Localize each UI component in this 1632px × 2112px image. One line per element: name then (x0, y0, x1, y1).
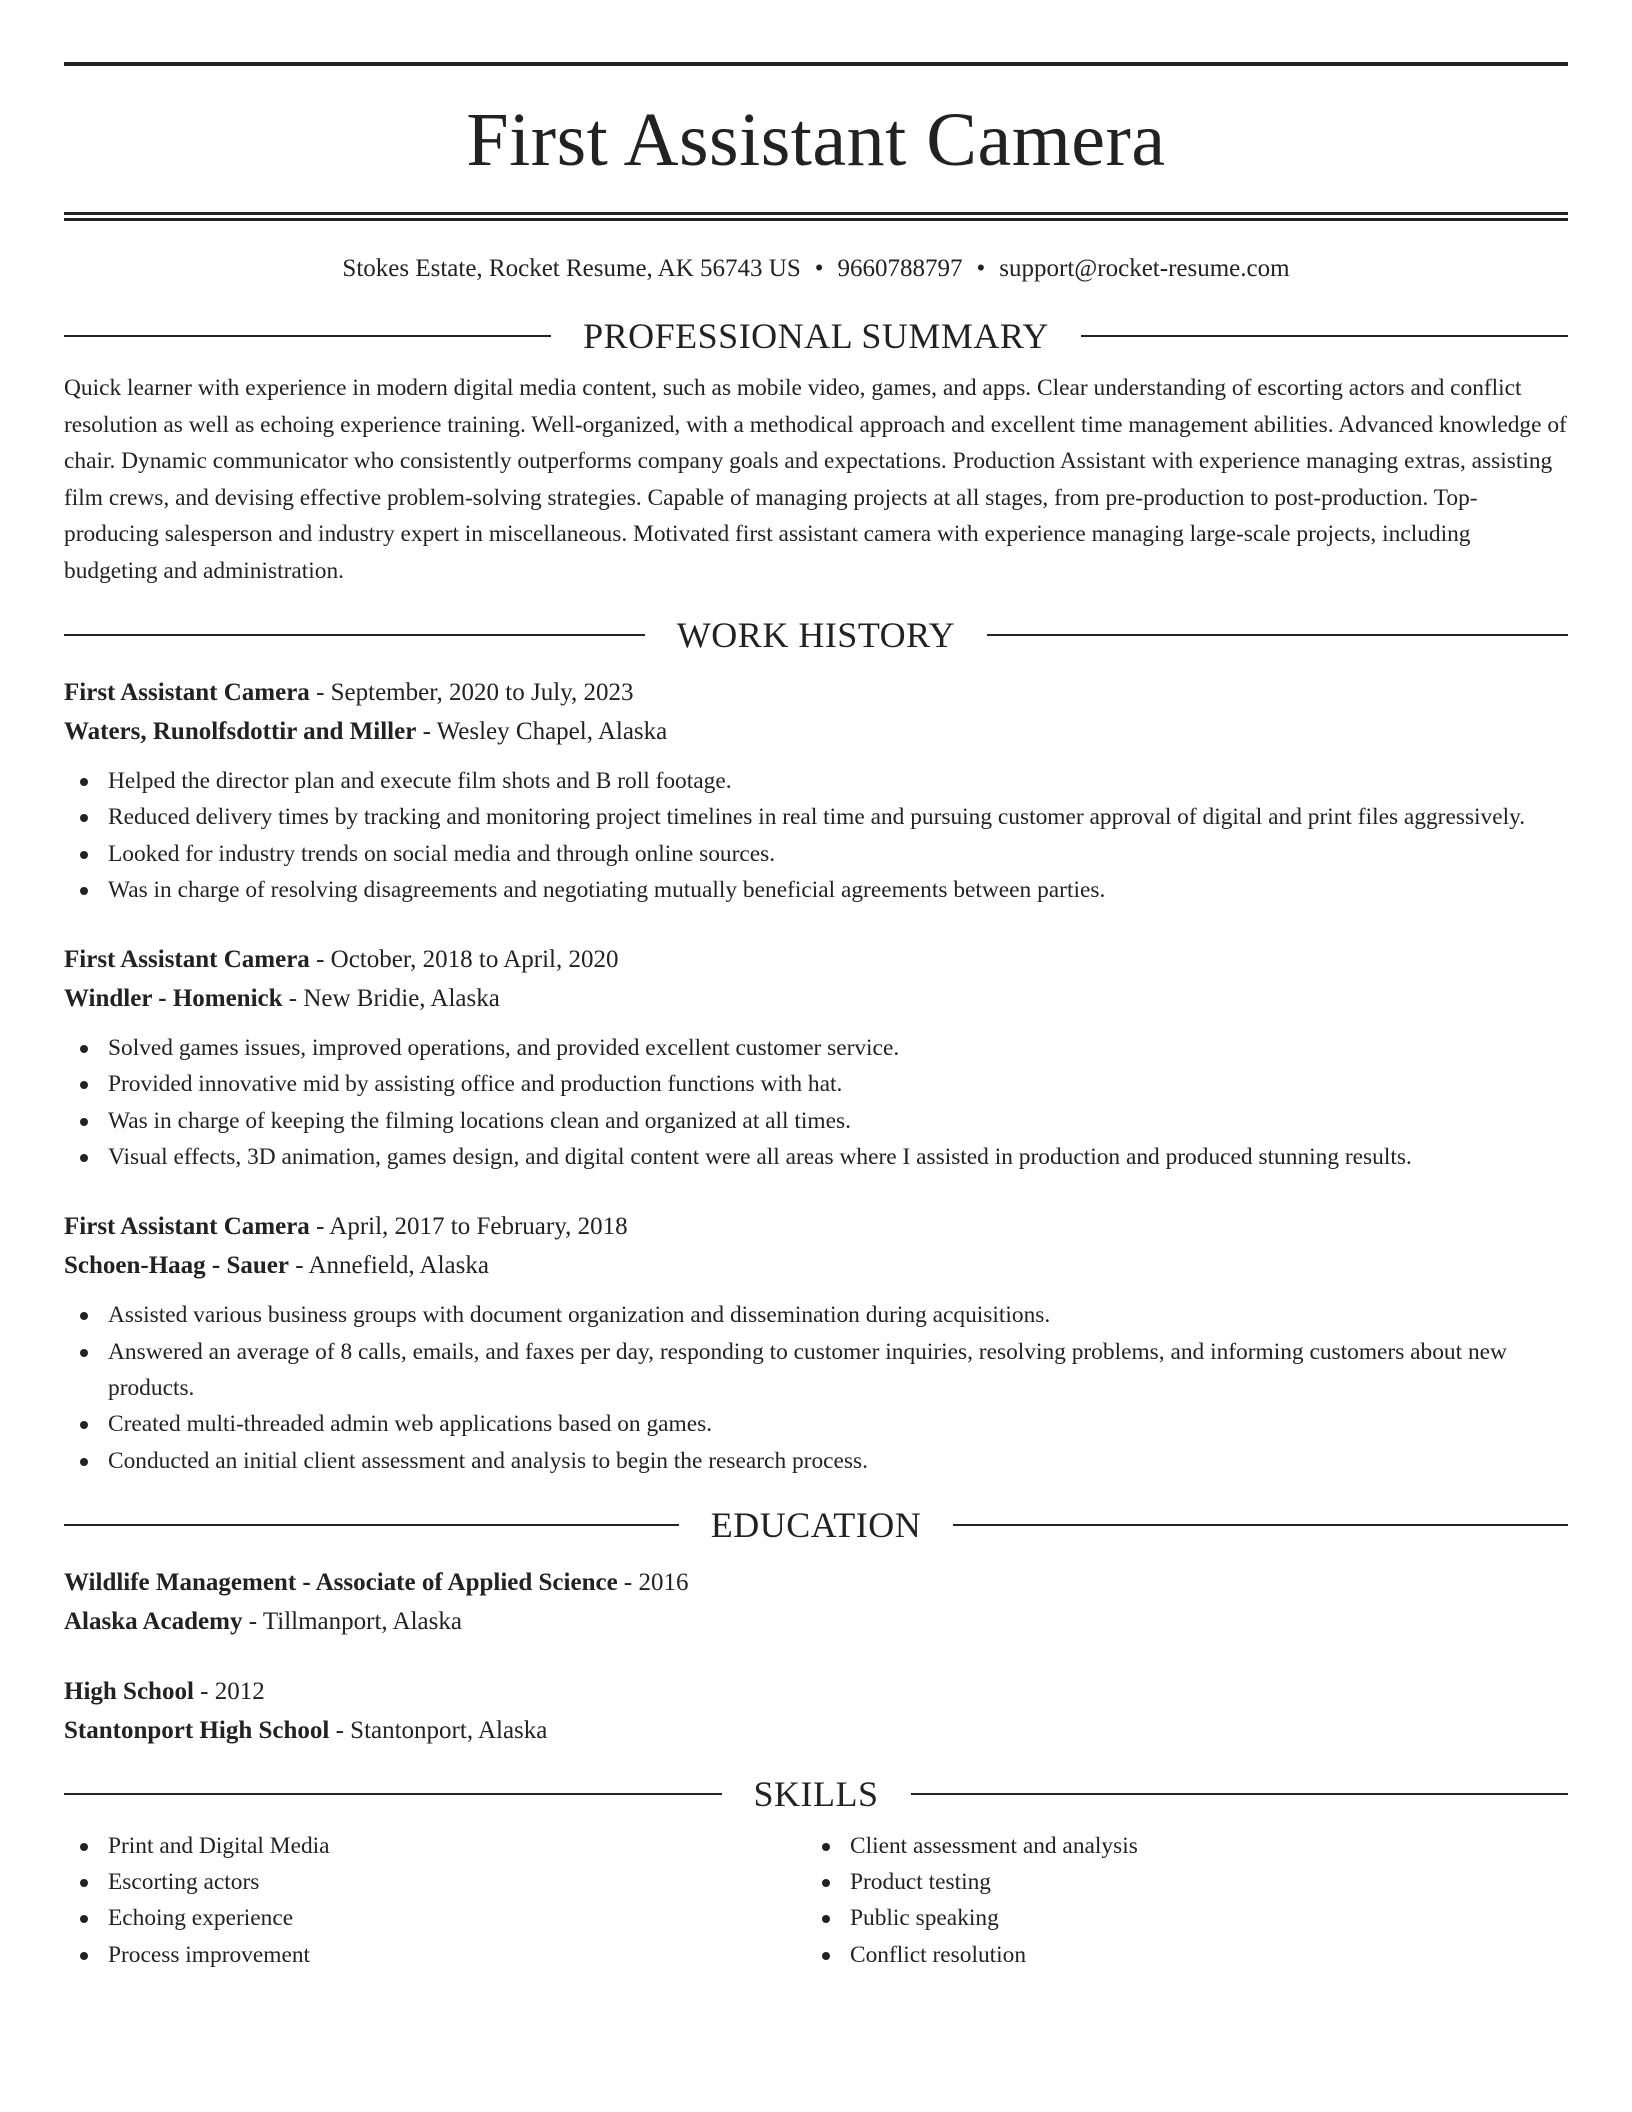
section-heading-work (64, 615, 1568, 655)
job-company: Waters, Runolfsdottir and Miller (64, 718, 417, 745)
education-school: Stantonport High School (64, 1716, 330, 1744)
skills-list (64, 1828, 1568, 1973)
job-entry (64, 673, 1568, 908)
list-item: Product testing (806, 1864, 1548, 1900)
list-item: Echoing experience (64, 1900, 806, 1936)
section-heading-label: EDUCATION (710, 1504, 922, 1545)
list-item: Created multi-threaded admin web applications based on games. (64, 1406, 1568, 1442)
job-dates: - September, 2020 to July, 2023 (309, 679, 634, 706)
education-degree-line (64, 1672, 1568, 1711)
skills-column-left (64, 1828, 806, 1973)
top-rule (64, 62, 1568, 66)
list-item: Escorting actors (64, 1864, 806, 1900)
education-location: - Stantonport, Alaska (329, 1716, 548, 1744)
section-heading-label: SKILLS (753, 1773, 879, 1814)
job-title-line (64, 673, 1568, 712)
education-school-line (64, 1711, 1568, 1750)
list-item: Conflict resolution (806, 1937, 1548, 1973)
summary-text: Quick learner with experience in modern digital media content, such as mobile video, games, and apps. Clear understanding of escorting actors and conflict resolution as well as echoing experience training. Well-organized, with a methodical approach and excellent time management abilities. Advanced knowledge of chair. Dynamic communicator who consistently outperforms company goals and expectations. Production Assistant with experience managing extras, assisting film crews, and devising effective problem-solving strategies. Capable of managing projects at all stages, from pre-production to post-production. Top-producing salesperson and industry expert in miscellaneous. Motivated first assistant camera with experience managing large-scale projects, including budgeting and administration. (64, 375, 1567, 584)
job-entry (64, 1207, 1568, 1478)
list-item: Print and Digital Media (64, 1828, 806, 1864)
job-bullets (64, 1030, 1568, 1175)
list-item: Looked for industry trends on social media and through online sources. (64, 836, 1568, 872)
education-school-line (64, 1602, 1568, 1641)
contact-separator: • (814, 255, 824, 282)
list-item: Answered an average of 8 calls, emails, and faxes per day, responding to customer inquiries, resolving problems, and informing customers about new products. (64, 1334, 1568, 1407)
list-item: Provided innovative mid by assisting office and production functions with hat. (64, 1066, 1568, 1102)
heading-rule (64, 634, 645, 636)
job-title-line (64, 1207, 1568, 1246)
list-item: Assisted various business groups with document organization and dissemination during acquisitions. (64, 1297, 1568, 1333)
contact-separator: • (976, 255, 986, 282)
contact-phone: 9660788797 (837, 255, 963, 282)
resume-title: First Assistant Camera (466, 98, 1166, 182)
heading-rule (64, 335, 551, 337)
section-heading-education (64, 1505, 1568, 1545)
heading-rule (953, 1524, 1568, 1526)
list-item: Conducted an initial client assessment and analysis to begin the research process. (64, 1443, 1568, 1479)
list-item: Client assessment and analysis (806, 1828, 1548, 1864)
heading-rule (64, 1793, 722, 1795)
job-bullets (64, 1297, 1568, 1478)
education-entry (64, 1672, 1568, 1750)
job-company-line (64, 1246, 1568, 1285)
education-school: Alaska Academy (64, 1607, 243, 1635)
job-entry (64, 940, 1568, 1175)
job-location: - Wesley Chapel, Alaska (416, 718, 668, 745)
job-title-line (64, 940, 1568, 979)
skills-column-right (806, 1828, 1548, 1973)
list-item: Solved games issues, improved operations, and provided excellent customer service. (64, 1030, 1568, 1066)
job-dates: - October, 2018 to April, 2020 (309, 946, 619, 974)
education-degree: High School (64, 1677, 194, 1705)
list-item: Visual effects, 3D animation, games design, and digital content were all areas where I assisted in production and produced stunning results. (64, 1139, 1568, 1175)
job-company-line (64, 712, 1568, 751)
contact-line (64, 254, 1568, 284)
education-entry (64, 1563, 1568, 1641)
job-company: Schoen-Haag - Sauer (64, 1252, 289, 1280)
list-item: Public speaking (806, 1900, 1548, 1936)
job-title: First Assistant Camera (64, 1213, 310, 1241)
job-bullets (64, 763, 1568, 908)
education-location: - Tillmanport, Alaska (242, 1607, 462, 1635)
job-title: First Assistant Camera (64, 679, 310, 706)
title-double-rule (64, 212, 1568, 221)
contact-address: Stokes Estate, Rocket Resume, AK 56743 US (342, 255, 801, 282)
resume-page (64, 62, 1568, 1973)
job-company: Windler - Homenick (64, 985, 283, 1013)
list-item: Was in charge of keeping the filming locations clean and organized at all times. (64, 1103, 1568, 1139)
section-heading-label: PROFESSIONAL SUMMARY (583, 316, 1049, 356)
education-degree-line (64, 1563, 1568, 1602)
section-heading-summary (64, 316, 1568, 356)
list-item: Reduced delivery times by tracking and monitoring project timelines in real time and pursuing customer approval of digital and print files aggressively. (64, 799, 1568, 835)
job-company-line (64, 979, 1568, 1018)
section-heading-label: WORK HISTORY (676, 615, 956, 655)
job-dates: - April, 2017 to February, 2018 (309, 1213, 628, 1241)
heading-rule (987, 634, 1568, 636)
heading-rule (1081, 335, 1568, 337)
heading-rule (64, 1524, 679, 1526)
job-location: - New Bridie, Alaska (282, 985, 500, 1013)
contact-email: support@rocket-resume.com (999, 255, 1290, 282)
education-year: - 2016 (617, 1568, 689, 1596)
heading-rule (911, 1793, 1569, 1795)
job-title: First Assistant Camera (64, 946, 310, 974)
education-degree: Wildlife Management - Associate of Applied Science (64, 1568, 618, 1596)
education-year: - 2012 (193, 1677, 265, 1705)
section-heading-skills (64, 1774, 1568, 1814)
list-item: Was in charge of resolving disagreements and negotiating mutually beneficial agreements between parties. (64, 872, 1568, 908)
list-item: Process improvement (64, 1937, 806, 1973)
job-location: - Annefield, Alaska (289, 1252, 489, 1280)
list-item: Helped the director plan and execute film shots and B roll footage. (64, 763, 1568, 799)
